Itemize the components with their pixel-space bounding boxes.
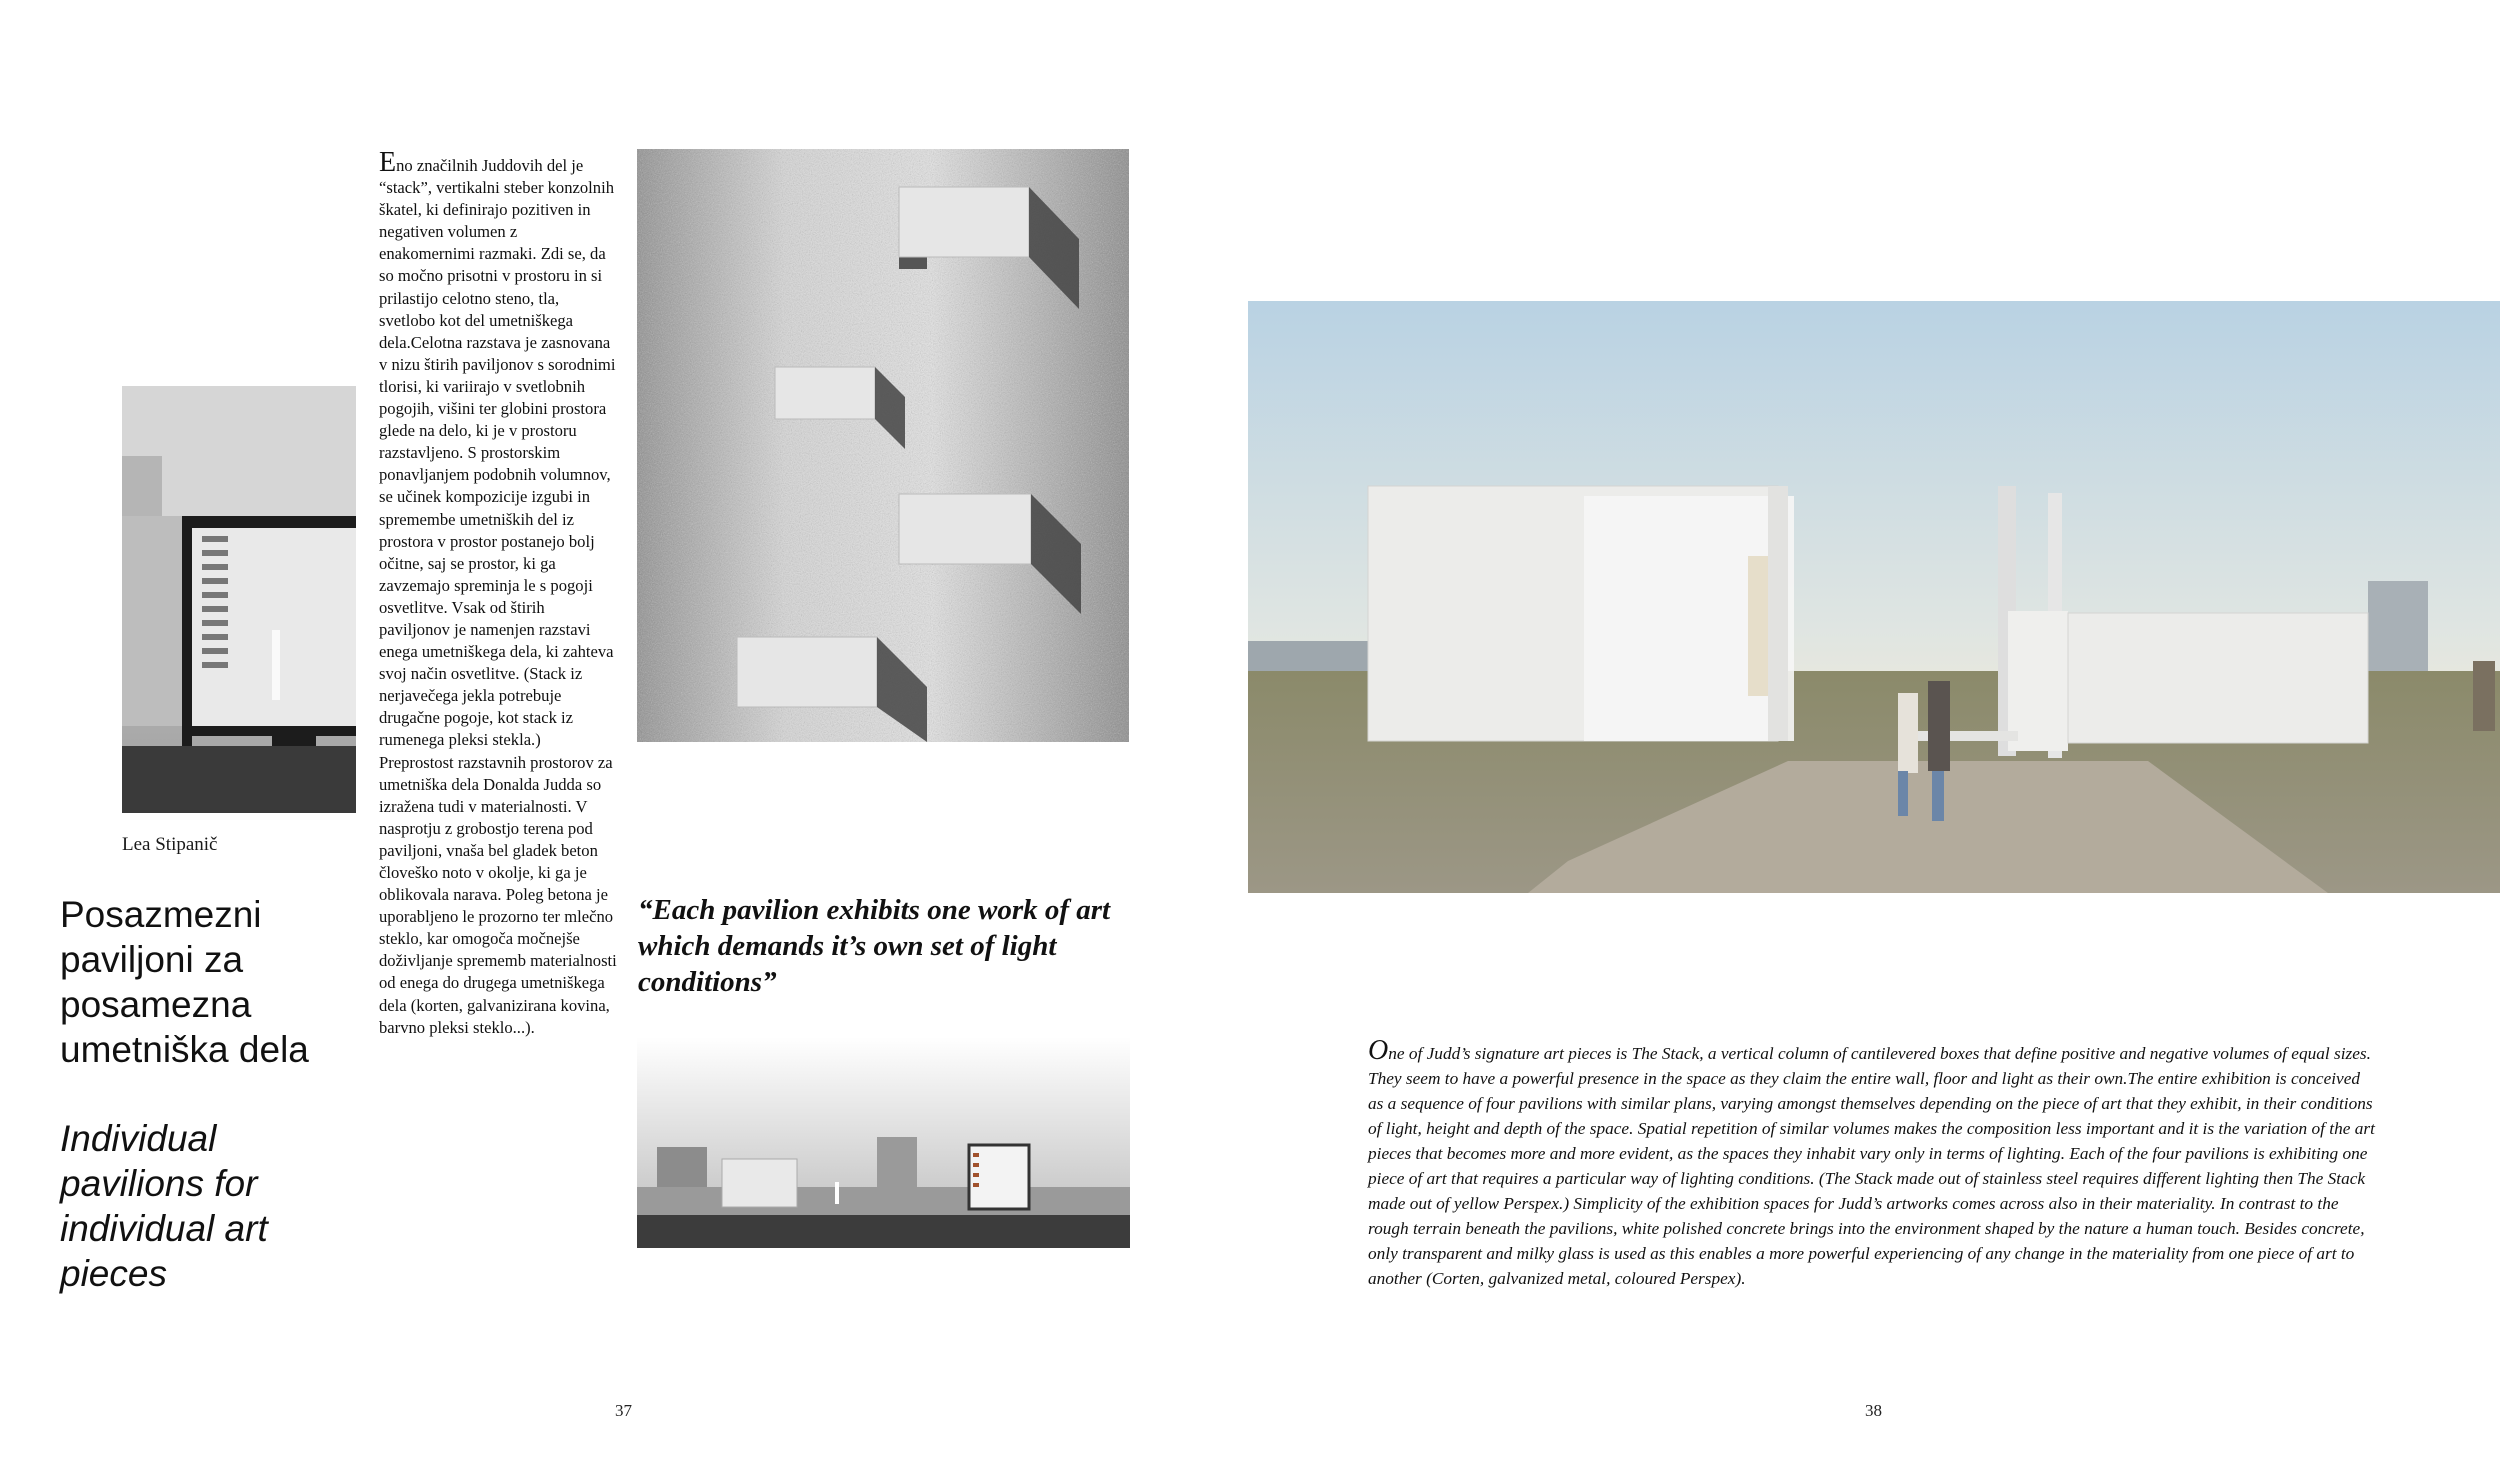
pavilion-render-image bbox=[1248, 301, 2500, 893]
elevation-drawing-image bbox=[637, 1037, 1130, 1248]
section-drawing-image bbox=[122, 386, 356, 813]
site-plan-image bbox=[637, 149, 1129, 742]
body-text-slovenian bbox=[379, 147, 617, 1039]
page-number-right: 38 bbox=[1865, 1401, 1882, 1420]
page-number-left: 37 bbox=[615, 1401, 632, 1420]
article-title-english: Individual pavilions for individual art pieces bbox=[60, 1118, 268, 1294]
drop-cap-english: O bbox=[1368, 1035, 1389, 1066]
pull-quote: “Each pavilion exhibits one work of art which demands it’s own set of light conditions” bbox=[638, 894, 1111, 998]
body-text-slovenian-content: no značilnih Juddovih del je “stack”, vertikalni steber konzolnih škatel, ki definirajo pozitiven in negativen volumen z enakomernimi razmaki. Zdi se, da so močno prisotni v prostoru in si prilastijo celotno steno, tla, svetlobo kot del umetniškega dela.Celotna razstava je zasnovana v nizu štirih paviljonov s sorodnimi tlorisi, ki variirajo v svetlobnih pogojih, višini ter globini prostora glede na delo, ki je v prostoru razstavljeno. S prostorskim ponavljanjem podobnih volumnov, se učinek kompozicije izgubi in spremembe umetniških del iz prostora v prostor postanejo bolj očitne, saj se prostor, ki ga zavzemajo spreminja le s pogoji osvetlitve. Vsak od štirih paviljonov je namenjen razstavi enega umetniškega dela, ki zahteva svoj način osvetlitve. (Stack iz nerjavečega jekla potrebuje drugačne pogoje, kot stack iz rumenega pleksi stekla.) Preprostost razstavnih prostorov za umetniška dela Donalda Judda so izražena tudi v materialnosti. V nasprotju z grobostjo terena pod paviljoni, vnaša bel gladek beton človeško noto v okolje, ki ga je oblikovala narava. Poleg betona je uporabljeno le prozorno ter mlečno steklo, kar omogoča močnejše doživljanje sprememb materialnosti od enega do drugega umetniškega dela (korten, galvanizirana kovina, barvno pleksi steklo...). bbox=[379, 156, 617, 1037]
body-text-english-content: ne of Judd’s signature art pieces is The Stack, a vertical column of cantilevered boxes that define positive and negative volumes of equal sizes. They seem to have a powerful presence in the space as they claim the entire wall, floor and light as their own.The entire exhibition is conceived as a sequence of four pavilions with similar plans, varying amongst themselves depending on the piece of art that they exhibit, in their conditions of light, height and depth of the space. Spatial repetition of similar volumes makes the composition less important and it is the variation of the art pieces that becomes more and more evident, as the spaces they inhabit vary only in terms of lighting. Each of the four pavilions is exhibiting one piece of art that requires a particular way of lighting conditions. (The Stack made out of stainless steel requires different lighting then The Stack made out of yellow Perspex.) Simplicity of the exhibition spaces for Judd’s artworks comes across also in their materiality. In contrast to the rough terrain beneath the pavilions, white polished concrete brings into the environment shaped by the nature a human touch. Besides concrete, only transparent and milky glass is used as this enables a more powerful experiencing of any change in the materiality from one piece of art to another (Corten, galvanized metal, coloured Perspex). bbox=[1368, 1044, 2375, 1288]
article-title-slovenian: Posazmezni paviljoni za posamezna umetniška dela bbox=[60, 894, 309, 1070]
author-name: Lea Stipanič bbox=[122, 834, 218, 855]
body-text-english bbox=[1368, 1035, 2378, 1291]
drop-cap: E bbox=[379, 147, 397, 178]
